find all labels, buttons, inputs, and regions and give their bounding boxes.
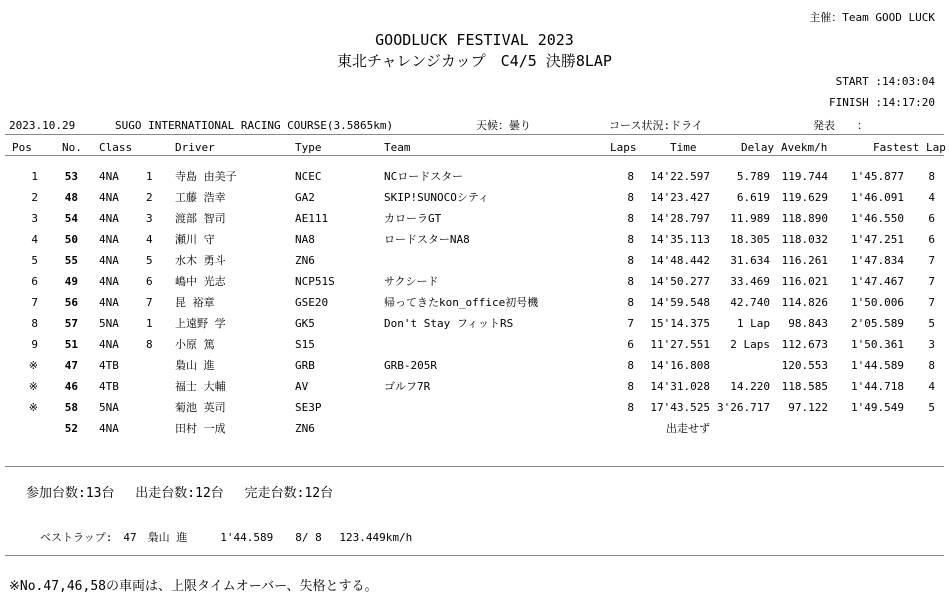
cell-delay: 2 Laps <box>730 338 770 351</box>
cell-no: 57 <box>64 317 78 330</box>
table-row <box>0 418 949 439</box>
cell-time: 14'23.427 <box>650 191 710 204</box>
cell-cpos: 5 <box>146 254 153 267</box>
cell-driver: 小原 篤 <box>175 338 215 351</box>
table-row <box>0 187 949 208</box>
cell-time: 14'50.277 <box>650 275 710 288</box>
cell-fastest: 1'49.549 <box>851 401 904 414</box>
announce-label: 発表 ： <box>813 119 868 132</box>
cell-time: 14'31.028 <box>650 380 710 393</box>
cell-cpos: 1 <box>146 170 153 183</box>
cell-flap: 8 <box>928 359 935 372</box>
cell-no: 50 <box>64 233 78 246</box>
weather-label: 天候：曇り <box>476 119 531 132</box>
cell-fastest: 1'47.251 <box>851 233 904 246</box>
col-no: No. <box>62 141 82 154</box>
cell-type: ZN6 <box>295 254 315 267</box>
cell-class: 4TB <box>99 380 119 393</box>
divider-footer <box>5 555 944 556</box>
cell-laps: 6 <box>627 338 634 351</box>
col-ave: Avekm/h <box>781 141 828 154</box>
table-row <box>0 397 949 418</box>
table-row <box>0 229 949 250</box>
cell-laps: 8 <box>627 233 634 246</box>
cell-laps: 8 <box>627 296 634 309</box>
cell-ave: 116.021 <box>781 275 828 288</box>
cell-team: Don't Stay フィットRS <box>384 317 514 330</box>
start-time: START :14:03:04 <box>835 75 935 88</box>
cell-driver: 水木 勇斗 <box>175 254 226 267</box>
divider-top <box>5 134 944 135</box>
cell-class: 4NA <box>99 338 119 351</box>
cell-cpos: 8 <box>146 338 153 351</box>
cell-driver: 渡部 智司 <box>175 212 226 225</box>
col-driver: Driver <box>175 141 215 154</box>
table-row <box>0 355 949 376</box>
cell-class: 4NA <box>99 296 119 309</box>
cell-ave: 120.553 <box>781 359 828 372</box>
cell-laps: 8 <box>627 212 634 225</box>
cell-flap: 4 <box>928 191 935 204</box>
col-time: Time <box>670 141 697 154</box>
cell-pos: 2 <box>31 191 38 204</box>
divider-header <box>5 155 944 156</box>
cell-pos: 3 <box>31 212 38 225</box>
cell-class: 4NA <box>99 170 119 183</box>
cell-class: 4NA <box>99 422 119 435</box>
cell-fastest: 1'47.467 <box>851 275 904 288</box>
cell-class: 4NA <box>99 212 119 225</box>
cell-cpos: 4 <box>146 233 153 246</box>
cell-flap: 7 <box>928 254 935 267</box>
cell-ave: 97.122 <box>788 401 828 414</box>
col-delay: Delay <box>741 141 775 154</box>
cell-delay: 11.989 <box>730 212 770 225</box>
cell-laps: 8 <box>627 275 634 288</box>
cell-type: GK5 <box>295 317 315 330</box>
cell-team: ロードスターNA8 <box>384 233 470 246</box>
cell-pos: ※ <box>28 359 38 372</box>
cell-laps: 8 <box>627 254 634 267</box>
cell-class: 4NA <box>99 191 119 204</box>
col-team: Team <box>384 141 411 154</box>
cell-driver: 梟山 進 <box>175 359 215 372</box>
cell-laps: 8 <box>627 401 634 414</box>
divider-bottom <box>5 466 944 467</box>
cell-driver: 上遠野 学 <box>175 317 226 330</box>
cell-fastest: 2'05.589 <box>851 317 904 330</box>
cell-pos: 1 <box>31 170 38 183</box>
cell-fastest: 1'46.550 <box>851 212 904 225</box>
cell-no: 48 <box>64 191 78 204</box>
cell-pos: ※ <box>28 380 38 393</box>
cell-team: カローラGT <box>384 212 442 225</box>
cell-fastest: 1'50.361 <box>851 338 904 351</box>
cell-delay: 5.789 <box>736 170 770 183</box>
cell-laps: 7 <box>627 317 634 330</box>
cell-pos: 7 <box>31 296 38 309</box>
cell-laps: 8 <box>627 191 634 204</box>
cell-time: 15'14.375 <box>650 317 710 330</box>
cell-delay: 14.220 <box>730 380 770 393</box>
cell-class: 4NA <box>99 275 119 288</box>
cell-fastest: 1'44.589 <box>851 359 904 372</box>
cell-delay: 18.305 <box>730 233 770 246</box>
cell-flap: 8 <box>928 170 935 183</box>
col-type: Type <box>295 141 322 154</box>
cell-pos: 6 <box>31 275 38 288</box>
cell-time: 11'27.551 <box>650 338 710 351</box>
table-row <box>0 166 949 187</box>
cell-time: 14'35.113 <box>650 233 710 246</box>
cell-time: 14'16.808 <box>650 359 710 372</box>
cell-no: 47 <box>64 359 78 372</box>
cell-driver: 瀬川 守 <box>175 233 215 246</box>
cell-class: 4NA <box>99 254 119 267</box>
cell-fastest: 1'50.006 <box>851 296 904 309</box>
event-title: GOODLUCK FESTIVAL 2023 <box>375 31 574 49</box>
course-name: SUGO INTERNATIONAL RACING COURSE(3.5865km) <box>115 119 394 132</box>
cell-ave: 119.744 <box>781 170 828 183</box>
cell-ave: 114.826 <box>781 296 828 309</box>
cell-flap: 6 <box>928 212 935 225</box>
cell-ave: 116.261 <box>781 254 828 267</box>
cell-time: 14'28.797 <box>650 212 710 225</box>
cell-flap: 5 <box>928 401 935 414</box>
entry-summary: 参加台数:13台 出走台数:12台 完走台数:12台 <box>26 486 334 501</box>
best-lap: ベストラップ: 47 梟山 進 1'44.589 8/ 8 123.449km/h <box>40 531 413 544</box>
cell-pos: 5 <box>31 254 38 267</box>
col-laps: Laps <box>610 141 637 154</box>
cell-no: 51 <box>64 338 78 351</box>
cell-flap: 7 <box>928 275 935 288</box>
cell-delay: 6.619 <box>736 191 770 204</box>
cell-time: 出走せず <box>666 422 710 435</box>
cell-fastest: 1'45.877 <box>851 170 904 183</box>
cell-cpos: 7 <box>146 296 153 309</box>
cell-ave: 98.843 <box>788 317 828 330</box>
cell-time: 14'59.548 <box>650 296 710 309</box>
cell-type: GSE20 <box>295 296 329 309</box>
cell-no: 49 <box>64 275 78 288</box>
cell-fastest: 1'47.834 <box>851 254 904 267</box>
cell-type: NCEC <box>295 170 322 183</box>
cell-laps: 8 <box>627 380 634 393</box>
race-title: 東北チャレンジカップ C4/5 決勝8LAP <box>337 52 612 70</box>
cell-flap: 7 <box>928 296 935 309</box>
cell-flap: 5 <box>928 317 935 330</box>
cell-class: 4NA <box>99 233 119 246</box>
cell-delay: 1 Lap <box>736 317 770 330</box>
cell-type: AE111 <box>295 212 329 225</box>
cell-team: 帰ってきたkon_office初号機 <box>384 296 539 309</box>
col-pos: Pos <box>12 141 32 154</box>
cell-driver: 寺島 由美子 <box>175 170 237 183</box>
cell-time: 14'22.597 <box>650 170 710 183</box>
cell-delay: 42.740 <box>730 296 770 309</box>
cell-time: 17'43.525 <box>650 401 710 414</box>
cell-type: GA2 <box>295 191 315 204</box>
cell-delay: 31.634 <box>730 254 770 267</box>
cell-flap: 4 <box>928 380 935 393</box>
cell-pos: ※ <box>28 401 38 414</box>
cell-driver: 工藤 浩幸 <box>175 191 226 204</box>
cell-cpos: 6 <box>146 275 153 288</box>
cell-ave: 112.673 <box>781 338 828 351</box>
cell-delay: 3'26.717 <box>717 401 770 414</box>
table-row <box>0 271 949 292</box>
disqualification-note: ※No.47,46,58の車両は、上限タイムオーバー、失格とする。 <box>9 579 378 594</box>
table-row <box>0 334 949 355</box>
cell-type: AV <box>295 380 309 393</box>
cell-team: NCロードスター <box>384 170 464 183</box>
course-condition: コース状況:ドライ <box>609 119 703 132</box>
cell-driver: 嶋中 光志 <box>175 275 226 288</box>
cell-driver: 昆 裕章 <box>175 296 215 309</box>
cell-no: 55 <box>64 254 78 267</box>
cell-pos: 8 <box>31 317 38 330</box>
cell-type: S15 <box>295 338 315 351</box>
cell-driver: 田村 一成 <box>175 422 226 435</box>
cell-flap: 3 <box>928 338 935 351</box>
cell-cpos: 2 <box>146 191 153 204</box>
cell-no: 52 <box>64 422 78 435</box>
cell-pos: 4 <box>31 233 38 246</box>
cell-no: 53 <box>64 170 78 183</box>
organizer-label: 主催：Team GOOD LUCK <box>809 11 935 24</box>
cell-team: SKIP!SUNOCOシティ <box>384 191 489 204</box>
cell-flap: 6 <box>928 233 935 246</box>
cell-no: 56 <box>64 296 78 309</box>
cell-class: 5NA <box>99 401 119 414</box>
cell-no: 46 <box>64 380 78 393</box>
cell-fastest: 1'46.091 <box>851 191 904 204</box>
cell-pos: 9 <box>31 338 38 351</box>
col-class: Class <box>99 141 133 154</box>
cell-class: 4TB <box>99 359 119 372</box>
cell-type: SE3P <box>295 401 322 414</box>
cell-ave: 119.629 <box>781 191 828 204</box>
cell-driver: 福士 大輔 <box>175 380 226 393</box>
cell-type: NCP51S <box>295 275 335 288</box>
table-row <box>0 208 949 229</box>
cell-ave: 118.890 <box>781 212 828 225</box>
race-date: 2023.10.29 <box>9 119 76 132</box>
cell-fastest: 1'44.718 <box>851 380 904 393</box>
cell-ave: 118.032 <box>781 233 828 246</box>
table-row <box>0 313 949 334</box>
cell-team: GRB-205R <box>384 359 437 372</box>
cell-type: GRB <box>295 359 315 372</box>
cell-ave: 118.585 <box>781 380 828 393</box>
cell-driver: 菊池 英司 <box>175 401 226 414</box>
table-row <box>0 376 949 397</box>
cell-time: 14'48.442 <box>650 254 710 267</box>
table-row <box>0 250 949 271</box>
cell-cpos: 3 <box>146 212 153 225</box>
cell-no: 54 <box>64 212 78 225</box>
cell-type: NA8 <box>295 233 315 246</box>
cell-type: ZN6 <box>295 422 315 435</box>
cell-laps: 8 <box>627 170 634 183</box>
table-row <box>0 292 949 313</box>
cell-laps: 8 <box>627 359 634 372</box>
finish-time: FINISH :14:17:20 <box>829 96 935 109</box>
cell-no: 58 <box>64 401 78 414</box>
cell-team: サクシード <box>384 275 439 288</box>
col-fastest: Fastest Lap <box>873 141 946 154</box>
cell-delay: 33.469 <box>730 275 770 288</box>
cell-class: 5NA <box>99 317 119 330</box>
cell-cpos: 1 <box>146 317 153 330</box>
cell-team: ゴルフ7R <box>384 380 431 393</box>
